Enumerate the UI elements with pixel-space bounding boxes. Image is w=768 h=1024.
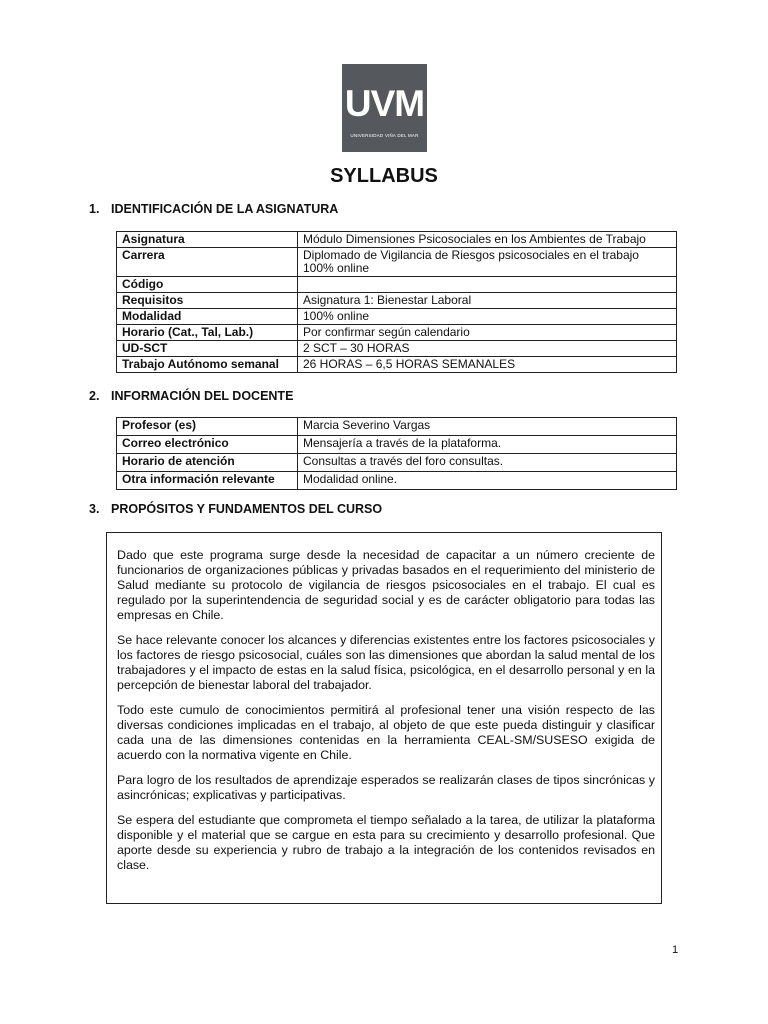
row-value: 100% online — [298, 309, 677, 325]
section-title: INFORMACIÓN DEL DOCENTE — [111, 389, 294, 403]
row-key: UD-SCT — [117, 341, 298, 357]
logo-wordmark: UVM — [344, 83, 425, 124]
row-value: Mensajería a través de la plataforma. — [298, 436, 677, 454]
row-value — [298, 277, 677, 293]
row-value: Por confirmar según calendario — [298, 325, 677, 341]
row-key: Otra información relevante — [117, 472, 298, 490]
table-row — [117, 293, 677, 309]
table-row — [117, 325, 677, 341]
table-row — [117, 309, 677, 325]
purpose-text-box — [106, 532, 662, 904]
table-row — [117, 341, 677, 357]
row-key: Código — [117, 277, 298, 293]
table-row — [117, 454, 677, 472]
row-value-line: 100% online — [303, 261, 370, 275]
row-value: 26 HORAS – 6,5 HORAS SEMANALES — [298, 357, 677, 373]
section-number: 3. — [89, 502, 100, 516]
table-row — [117, 248, 677, 277]
row-key: Trabajo Autónomo semanal — [117, 357, 298, 373]
section-number: 2. — [89, 389, 100, 403]
page-number: 1 — [672, 944, 679, 956]
section-heading-docente — [89, 388, 293, 404]
row-key: Asignatura — [117, 232, 298, 248]
section-title: PROPÓSITOS Y FUNDAMENTOS DEL CURSO — [111, 502, 383, 516]
logo-subtitle: UNIVERSIDAD VIÑA DEL MAR — [350, 133, 419, 138]
paragraph: Se espera del estudiante que comprometa el tiempo señalado a la tarea, de utilizar la plataforma disponible y el material que se cargue en esta para su crecimiento y desarrollo profesional. Que aporte desde su experiencia y rubro de trabajo a la integración de los contenidos revisados en clase. — [117, 813, 655, 872]
row-value: Marcia Severino Vargas — [298, 418, 677, 436]
row-value: Asignatura 1: Bienestar Laboral — [298, 293, 677, 309]
table-row — [117, 418, 677, 436]
row-value: 2 SCT – 30 HORAS — [298, 341, 677, 357]
row-key: Requisitos — [117, 293, 298, 309]
row-value — [298, 248, 677, 277]
paragraph: Se hace relevante conocer los alcances y diferencias existentes entre los factores psicosociales y los factores de riesgo psicosocial, cuáles son las dimensiones que abordan la salud mental de los trabajadores y el impacto de estas en la salud física, psicológica, en el desarrollo personal y en la percepción de bienestar laboral del trabajador. — [117, 633, 655, 692]
section-heading-identificacion — [89, 201, 338, 217]
row-key: Profesor (es) — [117, 418, 298, 436]
table-row — [117, 232, 677, 248]
row-value: Módulo Dimensiones Psicosociales en los Ambientes de Trabajo — [298, 232, 677, 248]
row-key: Horario de atención — [117, 454, 298, 472]
paragraph: Todo este cumulo de conocimientos permitirá al profesional tener una visión respecto de las diversas condiciones implicadas en el trabajo, al objeto de que este pueda distinguir y clasificar cada una de las dimensiones contenidas en la herramienta CEAL-SM/SUSESO exigida de acuerdo con la normativa vigente en Chile. — [117, 703, 655, 762]
row-value: Modalidad online. — [298, 472, 677, 490]
paragraph: Para logro de los resultados de aprendizaje esperados se realizarán clases de tipos sincrónicas y asincrónicas; explicativas y participativas. — [117, 773, 655, 802]
teacher-info-table — [116, 417, 677, 490]
section-heading-propositos — [89, 501, 382, 517]
paragraph: Dado que este programa surge desde la necesidad de capacitar a un número creciente de funcionarios de organizaciones públicas y privadas basados en el requerimiento del ministerio de Salud mediante su protocolo de vigilancia de riesgos psicosociales en el trabajo. El cual es regulado por la superintendencia de seguridad social y es de carácter obligatorio para todas las empresas en Chile. — [117, 548, 655, 622]
table-row — [117, 277, 677, 293]
row-key: Correo electrónico — [117, 436, 298, 454]
document-title: SYLLABUS — [330, 165, 438, 187]
row-key: Modalidad — [117, 309, 298, 325]
section-number: 1. — [89, 202, 100, 216]
table-row — [117, 357, 677, 373]
row-value: Consultas a través del foro consultas. — [298, 454, 677, 472]
section-title: IDENTIFICACIÓN DE LA ASIGNATURA — [111, 202, 339, 216]
course-identification-table — [116, 231, 677, 373]
table-row — [117, 436, 677, 454]
row-value-line: Diplomado de Vigilancia de Riesgos psicosociales en el trabajo — [303, 248, 639, 262]
table-row — [117, 472, 677, 490]
row-key: Carrera — [117, 248, 298, 277]
row-key: Horario (Cat., Tal, Lab.) — [117, 325, 298, 341]
uvm-logo — [342, 64, 427, 152]
